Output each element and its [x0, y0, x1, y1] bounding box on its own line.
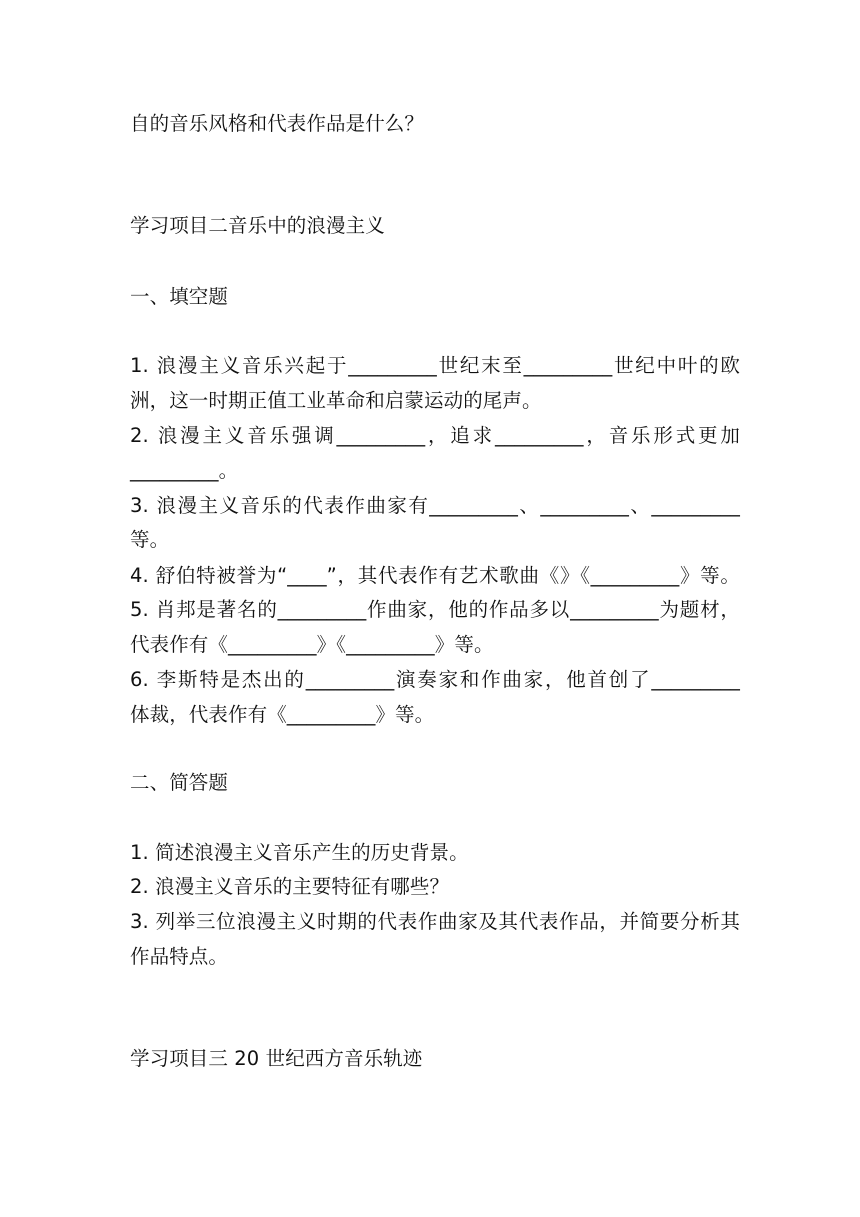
fill-question-6-line2: 体裁，代表作有《_________》等。	[130, 703, 435, 726]
fill-question-5-line2: 代表作有《_________》《_________》等。	[130, 633, 494, 656]
short-answer-question-3-line2: 作品特点。	[130, 945, 229, 968]
fill-question-3-line1: 3. 浪漫主义音乐的代表作曲家有_________、_________、_________	[130, 494, 740, 517]
fill-question-4-line1: 4. 舒伯特被誉为“____”，其代表作有艺术歌曲《》《_________》等。	[130, 564, 740, 587]
fill-question-1-line1: 1. 浪漫主义音乐兴起于_________世纪末至_________世纪中叶的欧	[130, 354, 740, 377]
fill-question-2-line2: _________。	[130, 459, 239, 482]
section2-heading: 二、简答题	[130, 771, 229, 794]
fill-question-6-line1: 6. 李斯特是杰出的_________演奏家和作曲家，他首创了_________	[130, 668, 740, 691]
short-answer-question-3-line1: 3. 列举三位浪漫主义时期的代表作曲家及其代表作品，并简要分析其	[130, 910, 740, 933]
fill-question-2-line1: 2. 浪漫主义音乐强调_________，追求_________，音乐形式更加	[130, 424, 740, 447]
intro-question-tail: 自的音乐风格和代表作品是什么？	[130, 112, 425, 135]
section1-heading: 一、填空题	[130, 285, 229, 308]
project2-title: 学习项目二音乐中的浪漫主义	[130, 214, 385, 237]
short-answer-question-1: 1. 简述浪漫主义音乐产生的历史背景。	[130, 841, 469, 864]
short-answer-question-2: 2. 浪漫主义音乐的主要特征有哪些？	[130, 875, 450, 898]
project3-title: 学习项目三 20 世纪西方音乐轨迹	[130, 1047, 423, 1070]
fill-question-5-line1: 5. 肖邦是著名的_________作曲家，他的作品多以_________为题材，	[130, 598, 740, 621]
fill-question-1-line2: 洲，这一时期正值工业革命和启蒙运动的尾声。	[130, 389, 542, 412]
fill-question-3-line2: 等。	[130, 528, 170, 551]
